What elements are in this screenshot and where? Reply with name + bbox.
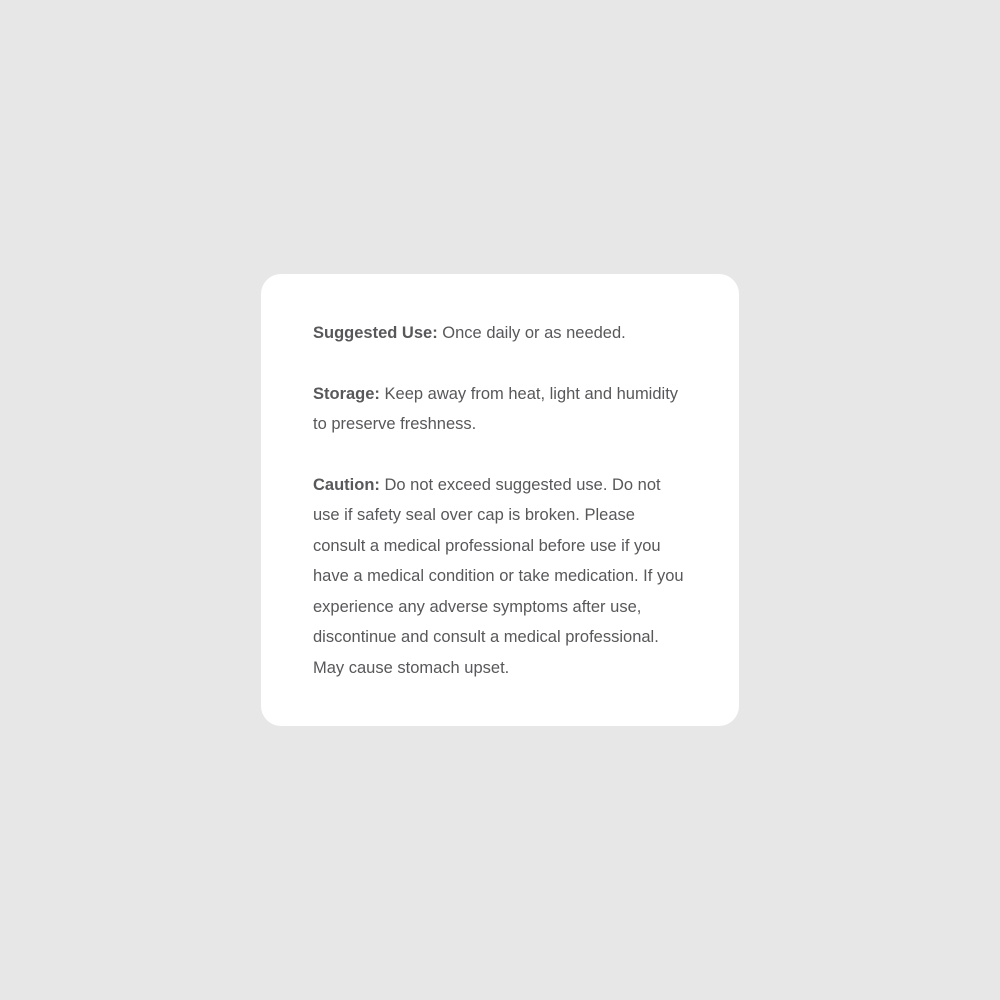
caution-text: Do not exceed suggested use. Do not use if safety seal over cap is broken. Please consult a medical professional before use if you have a medical condition or take medication. If you experience any adverse symptoms after use, discontinue and consult a medical professional. May cause stomach upset. [313, 475, 684, 677]
suggested-use-heading: Suggested Use: [313, 324, 438, 342]
caution-section [313, 470, 689, 684]
caution-heading: Caution: [313, 475, 380, 494]
suggested-use-text: Once daily or as needed. [442, 324, 626, 342]
label-card [261, 274, 739, 726]
storage-text: Keep away from heat, light and humidity to preserve freshness. [313, 384, 679, 433]
suggested-use-section [313, 318, 689, 349]
storage-section [313, 379, 689, 440]
storage-heading: Storage: [313, 384, 380, 403]
